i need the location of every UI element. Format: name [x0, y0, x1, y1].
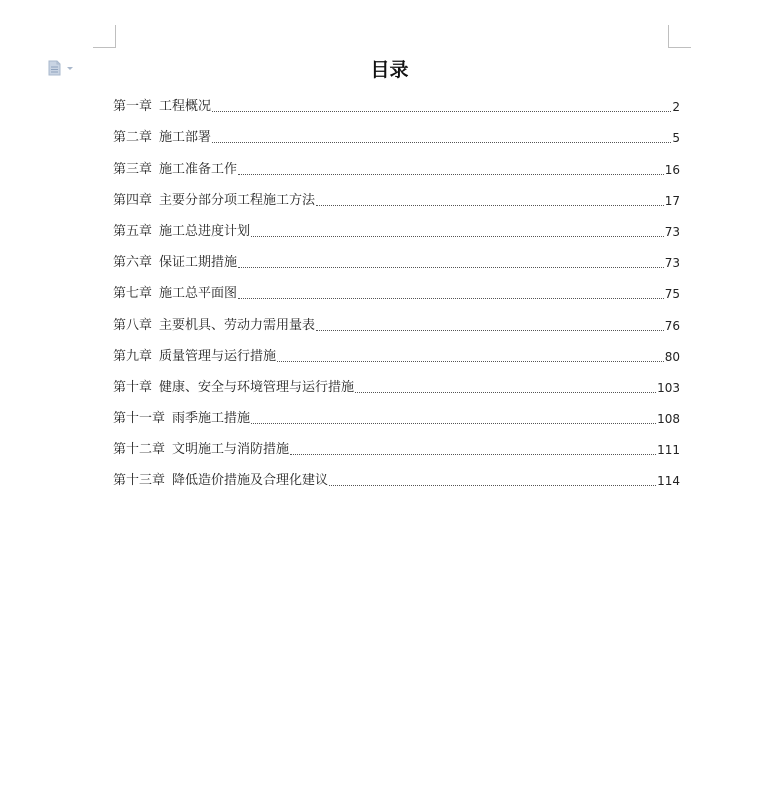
- toc-page-number: 114: [657, 474, 680, 489]
- toc-dot-leader: [212, 111, 671, 112]
- toc-dot-leader: [316, 205, 664, 206]
- toc-chapter-number: 第十章: [113, 379, 153, 395]
- page-corner-mark-top-right: [668, 25, 691, 48]
- toc-chapter-number: 第十三章: [113, 473, 166, 489]
- toc-chapter-number: 第十一章: [113, 411, 166, 427]
- toc-chapter-title: 质量管理与运行措施: [159, 348, 277, 364]
- toc-chapter-number: 第五章: [113, 223, 153, 239]
- toc-entry[interactable]: [113, 94, 680, 125]
- toc-page-number: 80: [664, 349, 680, 364]
- toc-chapter-title: 施工总进度计划: [159, 223, 251, 239]
- toc-dot-leader: [251, 423, 656, 424]
- toc-dot-leader: [238, 174, 664, 175]
- toc-chapter-title: 健康、安全与环境管理与运行措施: [159, 379, 355, 395]
- toc-chapter-number: 第九章: [113, 348, 153, 364]
- toc-chapter-title: 降低造价措施及合理化建议: [172, 473, 329, 489]
- toc-dot-leader: [355, 392, 656, 393]
- toc-entry[interactable]: [113, 406, 680, 437]
- toc-entry[interactable]: [113, 281, 680, 312]
- page-title: 目录: [370, 59, 409, 81]
- toc-dot-leader: [290, 454, 656, 455]
- toc-chapter-title: 施工部署: [159, 130, 212, 146]
- toc-page-number: 73: [664, 256, 680, 271]
- toc-entry[interactable]: [113, 375, 680, 406]
- toc-page-number: 75: [664, 287, 680, 302]
- toc-page-number: 5: [672, 131, 680, 146]
- toc-entry[interactable]: [113, 437, 680, 468]
- toc-chapter-number: 第一章: [113, 99, 153, 115]
- toc-chapter-number: 第三章: [113, 161, 153, 177]
- toc-dot-leader: [238, 267, 664, 268]
- toc-chapter-title: 文明施工与消防措施: [172, 442, 290, 458]
- toc-dot-leader: [212, 142, 671, 143]
- toc-page-number: 16: [664, 162, 680, 177]
- toc-dot-leader: [277, 361, 664, 362]
- toc-chapter-number: 第十二章: [113, 442, 166, 458]
- toc-chapter-number: 第四章: [113, 192, 153, 208]
- page-corner-mark-top-left: [93, 25, 116, 48]
- toc-page-number: 103: [657, 380, 680, 395]
- toc-entry[interactable]: [113, 125, 680, 156]
- toc-chapter-title: 主要分部分项工程施工方法: [159, 192, 316, 208]
- toc-chapter-title: 雨季施工措施: [172, 411, 251, 427]
- toc-entry[interactable]: [113, 250, 680, 281]
- toc-chapter-number: 第八章: [113, 317, 153, 333]
- toc-chapter-title: 工程概况: [159, 99, 212, 115]
- toc-chapter-number: 第七章: [113, 286, 153, 302]
- toc-entry[interactable]: [113, 156, 680, 187]
- toc-chapter-title: 施工准备工作: [159, 161, 238, 177]
- toc-entry[interactable]: [113, 219, 680, 250]
- toc-chapter-number: 第六章: [113, 255, 153, 271]
- toc-entry[interactable]: [113, 344, 680, 375]
- toc-dot-leader: [251, 236, 664, 237]
- toc-entry[interactable]: [113, 312, 680, 343]
- toc-dot-leader: [329, 485, 656, 486]
- toc-page-number: 73: [664, 224, 680, 239]
- toc-chapter-number: 第二章: [113, 130, 153, 146]
- toc-chapter-title: 主要机具、劳动力需用量表: [159, 317, 316, 333]
- toc-entry[interactable]: [113, 468, 680, 499]
- toc-entry[interactable]: [113, 188, 680, 219]
- toc-page-number: 111: [657, 443, 680, 458]
- table-of-contents: [113, 94, 680, 499]
- toc-dot-leader: [238, 298, 664, 299]
- toc-dot-leader: [316, 330, 664, 331]
- toc-page-number: 76: [664, 318, 680, 333]
- toc-page-number: 2: [672, 100, 680, 115]
- toc-chapter-title: 保证工期措施: [159, 255, 238, 271]
- toc-page-number: 108: [657, 412, 680, 427]
- toc-page-number: 17: [664, 193, 680, 208]
- toc-chapter-title: 施工总平面图: [159, 286, 238, 302]
